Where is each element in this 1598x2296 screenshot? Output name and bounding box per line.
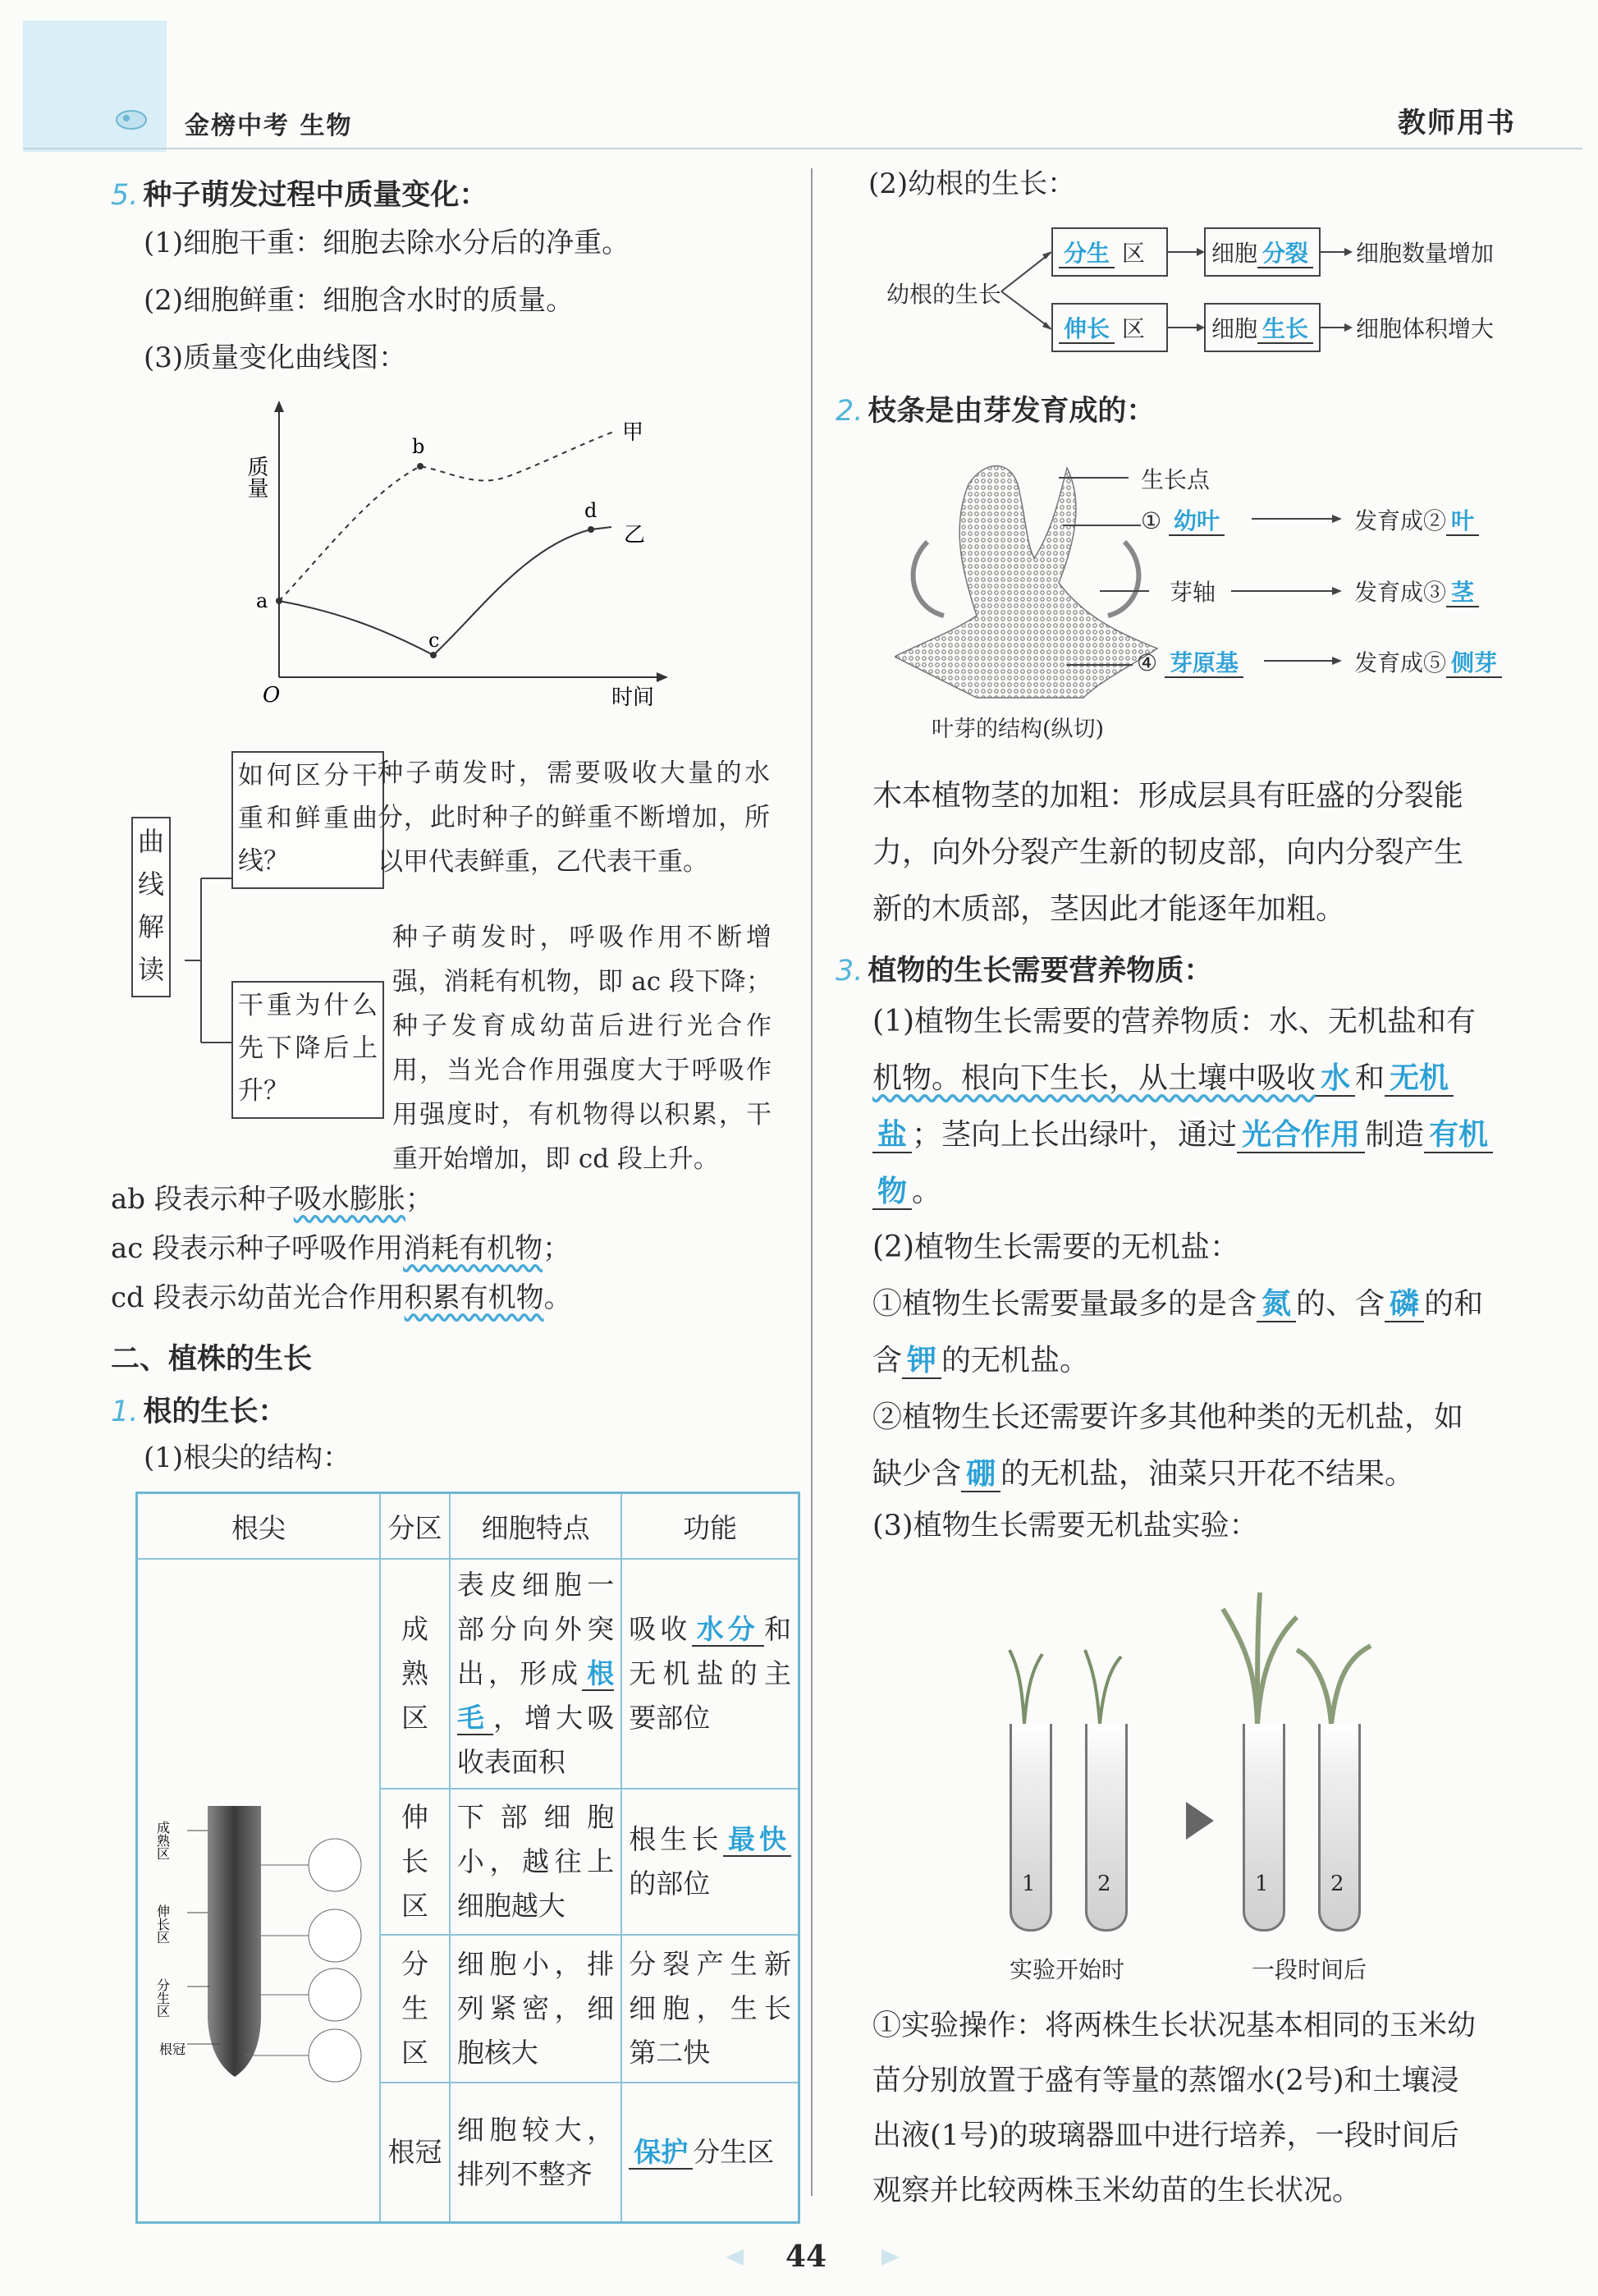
nutrients-b2: 和 xyxy=(1355,1061,1385,1095)
minerals-line-1 xyxy=(872,1276,1483,1332)
root-cap-function-key: 保护 xyxy=(629,2136,693,2170)
nutrients-c1: ；茎向上长出绿叶，通过 xyxy=(912,1118,1238,1152)
zone-meristem-label: 分生区 xyxy=(401,1948,428,2069)
experiment-procedure xyxy=(872,1999,1476,2219)
arrow-right-icon xyxy=(1186,1802,1214,1840)
nutrients-b1: 机物。根向下生长，从土壤中吸收 xyxy=(872,1061,1316,1095)
segment-ab-text: ab 段表示种子 xyxy=(111,1183,294,1216)
root-tip-table xyxy=(135,1492,800,2224)
radicle-root-label: 幼根的生长 xyxy=(886,281,1002,308)
next-page-icon[interactable] xyxy=(878,2248,903,2267)
minerals-b2: 的无机盐。 xyxy=(941,1344,1090,1377)
procedure-line-4: 观察并比较两株玉米幼苗的生长状况。 xyxy=(872,2175,1362,2207)
zone-meristem xyxy=(380,1935,450,2083)
segment-cd xyxy=(111,1281,572,1316)
tube-after-2-label: 2 xyxy=(1330,1872,1344,1896)
origin-label: O xyxy=(263,683,281,708)
root-tip-diagram xyxy=(138,1560,376,2216)
growth-point-label: 生长点 xyxy=(1141,466,1211,493)
answer-2: 种子萌发时，呼吸作用不断增强，消耗有机物，即 ac 段下降；种子发育成幼苗后进行光合作用，当光合作用强度大于呼吸作用强度时，有机物得以积累，干重开始增加，即 cd 段上升。 xyxy=(392,923,772,1174)
img-label-meristem: 分生区 xyxy=(154,1978,171,2018)
elongation-function-a: 根生长 xyxy=(629,1823,723,1855)
stem-line-1: 木本植物茎的加粗：形成层具有旺盛的分裂能 xyxy=(872,779,1464,813)
img-label-cap: 根冠 xyxy=(159,2042,186,2057)
question-2-box: 干重为什么先下降后上升？ xyxy=(231,981,384,1119)
elongation-function-key: 最快 xyxy=(723,1823,791,1857)
cell-count-result: 细胞数量增加 xyxy=(1356,240,1495,267)
s5-item-2: (2)细胞鲜重：细胞含水时的质量。 xyxy=(144,284,575,317)
mature-cell-circle xyxy=(309,1839,361,1891)
dry-weight-curve xyxy=(279,527,611,655)
cell-growth-box xyxy=(1211,311,1313,344)
develop-stem-prefix: 发育成③ xyxy=(1354,579,1447,606)
s5-item-3: (3)质量变化曲线图： xyxy=(144,341,407,374)
root-tip-diagram-cell xyxy=(137,1559,381,2222)
col-header-root-tip: 根尖 xyxy=(137,1493,381,1560)
section-2-title xyxy=(836,388,1155,429)
mature-features-key: 根毛 xyxy=(456,1657,615,1734)
section-2-heading: 二、植株的生长 xyxy=(111,1343,313,1376)
label-d: d xyxy=(584,499,598,522)
header-right-label: 教师用书 xyxy=(1398,107,1516,140)
nutrients-line-3 xyxy=(872,1107,1493,1163)
develop-stem xyxy=(1354,575,1479,607)
zone-mature-label: 成熟区 xyxy=(401,1613,428,1734)
root-cap-function xyxy=(621,2083,799,2222)
key-matter: 物 xyxy=(872,1175,912,1210)
elongation-cell-circle xyxy=(309,1909,361,1962)
answer-1: 种子萌发时，需要吸收大量的水分，此时种子的鲜重不断增加，所以甲代表鲜重，乙代表干重。 xyxy=(378,758,770,877)
tube-after-1-label: 1 xyxy=(1255,1872,1269,1896)
segment-ac xyxy=(111,1231,570,1267)
key-organic: 有机 xyxy=(1424,1118,1493,1153)
key-boron: 硼 xyxy=(961,1457,1000,1492)
nutrients-c2: 制造 xyxy=(1365,1118,1425,1152)
minerals-a1: ①植物生长需要量最多的是含 xyxy=(872,1287,1257,1321)
section-title: 种子萌发过程中质量变化： xyxy=(143,179,488,212)
segment-ab-key: 吸水膨胀 xyxy=(293,1183,405,1216)
tube-after-1 xyxy=(1243,1724,1285,1932)
meristem-zone-suffix: 区 xyxy=(1121,240,1145,267)
zone-elongation-label: 伸长区 xyxy=(401,1801,428,1922)
minerals-a2: 的、含 xyxy=(1296,1287,1385,1321)
bud-primordium-num: ④ xyxy=(1137,649,1158,676)
minerals-d2: 的无机盐，油菜只开花不结果。 xyxy=(1000,1457,1415,1491)
column-divider xyxy=(811,168,813,2196)
root-cap-features: 细胞较大，排列不整齐 xyxy=(450,2083,621,2222)
tube-before-1 xyxy=(1010,1724,1052,1932)
experiment-illustration xyxy=(968,1584,1445,1945)
elongation-function-b: 的部位 xyxy=(629,1868,711,1900)
book-brand: 金榜中考 生物 xyxy=(185,112,353,140)
mass-change-graph xyxy=(230,394,706,714)
x-axis-label: 时间 xyxy=(611,685,655,710)
minerals-title: (2)植物生长需要的无机盐： xyxy=(872,1230,1239,1264)
header-rule xyxy=(23,148,1582,149)
point-c xyxy=(430,652,437,658)
mature-function-b: 和无机盐的主要部位 xyxy=(629,1613,791,1734)
meristem-features: 细胞小，排列紧密，细胞核大 xyxy=(450,1935,621,2083)
key-photosynthesis: 光合作用 xyxy=(1237,1118,1365,1153)
young-leaf-label xyxy=(1141,503,1225,536)
series-yi-label: 乙 xyxy=(624,523,646,548)
root-cap-function-b: 分生区 xyxy=(693,2135,775,2168)
bracket-lines xyxy=(160,788,242,1084)
zone-root-cap: 根冠 xyxy=(380,2083,450,2222)
segment-ab-end: ； xyxy=(405,1183,433,1216)
stem-line-3: 新的木质部，茎因此才能逐年加粗。 xyxy=(872,892,1346,926)
section-title: 植物的生长需要营养物质： xyxy=(868,955,1213,988)
bud-caption: 叶芽的结构(纵切) xyxy=(932,717,1105,742)
meristem-zone-key: 分生 xyxy=(1059,240,1115,268)
cell-division-box xyxy=(1211,236,1313,268)
point-a xyxy=(276,598,282,604)
zone-mature xyxy=(380,1559,450,1789)
elongation-zone-box xyxy=(1059,311,1145,344)
experiment-title: (3)植物生长需要无机盐实验： xyxy=(872,1510,1258,1542)
tube-before-1-label: 1 xyxy=(1022,1872,1036,1896)
meristem-cell-circle xyxy=(309,1968,361,2021)
minerals-paragraph xyxy=(872,1219,1483,1502)
key-inorganic: 无机 xyxy=(1385,1061,1454,1097)
section-number: 2. xyxy=(836,395,863,428)
root-tip-shape xyxy=(208,1806,261,2077)
develop-leaf xyxy=(1354,503,1479,536)
col-header-cell-features: 细胞特点 xyxy=(450,1493,621,1560)
cell-growth-key: 生长 xyxy=(1257,315,1313,344)
point-d xyxy=(588,526,594,533)
minerals-line-4 xyxy=(872,1446,1483,1502)
section-3-title xyxy=(836,948,1212,989)
bud-primordium-key: 芽原基 xyxy=(1165,649,1243,678)
series-jia-label: 甲 xyxy=(622,420,644,445)
key-salt: 盐 xyxy=(872,1118,912,1153)
mature-features xyxy=(450,1559,621,1789)
section-number: 3. xyxy=(836,955,863,988)
elongation-features: 下部细胞小，越往上细胞越大 xyxy=(450,1789,621,1935)
curve-interpretation-label: 曲线解读 xyxy=(131,817,171,997)
cell-division-prefix: 细胞 xyxy=(1211,240,1258,267)
segment-cd-key: 积累有机物 xyxy=(404,1281,544,1314)
s5-item-1: (1)细胞干重：细胞去除水分后的净重。 xyxy=(144,227,630,259)
young-leaf-key: 幼叶 xyxy=(1169,507,1225,536)
prev-page-icon[interactable] xyxy=(722,2248,747,2267)
y-axis-label: 质量 xyxy=(244,456,268,498)
develop-lateral-bud-key: 侧芽 xyxy=(1446,649,1502,678)
key-water: 水 xyxy=(1316,1061,1355,1097)
develop-leaf-prefix: 发育成② xyxy=(1354,507,1447,534)
procedure-line-3: 出液(1号)的玻璃器皿中进行培养，一段时间后 xyxy=(872,2120,1459,2152)
section-title: 根的生长： xyxy=(143,1395,287,1428)
section-1-title xyxy=(111,1389,286,1430)
section-title: 枝条是由芽发育成的： xyxy=(868,395,1156,428)
develop-stem-key: 茎 xyxy=(1446,579,1479,607)
minerals-b1: 含 xyxy=(872,1344,903,1377)
segment-ac-key: 消耗有机物 xyxy=(403,1232,543,1265)
tube-before-2 xyxy=(1085,1724,1128,1932)
key-potassium: 钾 xyxy=(902,1344,941,1379)
label-c: c xyxy=(428,629,440,652)
mature-features-a: 表皮细胞一部分向外突出，形成 xyxy=(456,1569,615,1689)
page-number: 44 xyxy=(785,2239,827,2274)
section-number: 1. xyxy=(111,1395,139,1428)
question-1-box: 如何区分干重和鲜重曲线？ xyxy=(231,751,384,889)
segment-cd-text: cd 段表示幼苗光合作用 xyxy=(111,1281,405,1314)
img-label-mature: 成熟区 xyxy=(154,1821,171,1860)
mature-function xyxy=(621,1559,799,1789)
elongation-zone-key: 伸长 xyxy=(1059,315,1115,344)
segment-ac-text: ac 段表示种子呼吸作用 xyxy=(111,1232,404,1265)
minerals-line-2 xyxy=(872,1332,1483,1389)
segment-ab xyxy=(111,1182,433,1217)
section-number: 5. xyxy=(111,179,139,212)
key-phosphorus: 磷 xyxy=(1385,1287,1424,1322)
cell-growth-prefix: 细胞 xyxy=(1211,315,1258,342)
stem-thickening-paragraph xyxy=(872,768,1463,937)
nutrients-d: 。 xyxy=(912,1175,942,1208)
segment-cd-end: 。 xyxy=(543,1281,572,1314)
tube-after-2 xyxy=(1318,1724,1361,1932)
stem-line-2: 力，向外分裂产生新的韧皮部，向内分裂产生 xyxy=(872,836,1464,869)
section-5-title xyxy=(111,172,488,213)
meristem-zone-box xyxy=(1059,236,1145,268)
nutrients-line-4 xyxy=(872,1163,1493,1220)
img-label-elongation: 伸长区 xyxy=(154,1904,171,1944)
fresh-weight-curve xyxy=(279,431,616,601)
develop-lateral-bud xyxy=(1354,645,1502,678)
cell-division-key: 分裂 xyxy=(1257,240,1313,268)
caption-before: 实验开始时 xyxy=(1010,1956,1125,1983)
develop-leaf-key: 叶 xyxy=(1446,507,1479,536)
nutrients-line-1: (1)植物生长需要的营养物质：水、无机盐和有 xyxy=(872,1005,1476,1038)
minerals-line-3: ②植物生长还需要许多其他种类的无机盐，如 xyxy=(872,1400,1464,1434)
point-b xyxy=(417,463,424,470)
col-header-function: 功能 xyxy=(621,1493,799,1560)
procedure-line-2: 苗分别放置于盛有等量的蒸馏水(2号)和土壤浸 xyxy=(872,2065,1459,2097)
bud-primordium-label xyxy=(1137,645,1243,678)
root-tip-subtitle: (1)根尖的结构： xyxy=(144,1441,351,1474)
bud-label-lines xyxy=(1034,460,1592,690)
seedlings xyxy=(985,1584,1445,1748)
bud-axis-label: 芽轴 xyxy=(1170,579,1216,606)
nutrients-paragraph xyxy=(872,993,1493,1220)
zone-elongation xyxy=(380,1789,450,1935)
minerals-d1: 缺少含 xyxy=(872,1457,962,1491)
radicle-title: (2)幼根的生长： xyxy=(868,167,1076,200)
meristem-function: 分裂产生新细胞，生长第二快 xyxy=(621,1935,799,2083)
nutrients-line-2 xyxy=(872,1050,1493,1107)
procedure-line-1: ①实验操作：将两株生长状况基本相同的玉米幼 xyxy=(872,2010,1477,2042)
label-a: a xyxy=(256,589,268,612)
cell-volume-result: 细胞体积增大 xyxy=(1356,315,1495,342)
mature-function-a: 吸收 xyxy=(629,1613,692,1645)
segment-ac-end: ； xyxy=(543,1232,571,1265)
key-nitrogen: 氮 xyxy=(1257,1287,1296,1322)
label-b: b xyxy=(412,435,425,458)
elongation-function xyxy=(621,1789,799,1935)
logo-icon xyxy=(113,107,149,133)
young-leaf-num: ① xyxy=(1141,507,1162,534)
minerals-a3: 的和 xyxy=(1424,1287,1484,1321)
develop-lateral-bud-prefix: 发育成⑤ xyxy=(1354,649,1447,676)
col-header-zone: 分区 xyxy=(380,1493,450,1560)
elongation-zone-suffix: 区 xyxy=(1121,315,1145,342)
caption-after: 一段时间后 xyxy=(1252,1956,1367,1983)
mature-function-key: 水分 xyxy=(692,1613,764,1647)
tube-before-2-label: 2 xyxy=(1097,1872,1111,1896)
cap-cell-circle xyxy=(309,2029,361,2082)
mature-features-b: ，增大吸收表面积 xyxy=(456,1702,615,1778)
